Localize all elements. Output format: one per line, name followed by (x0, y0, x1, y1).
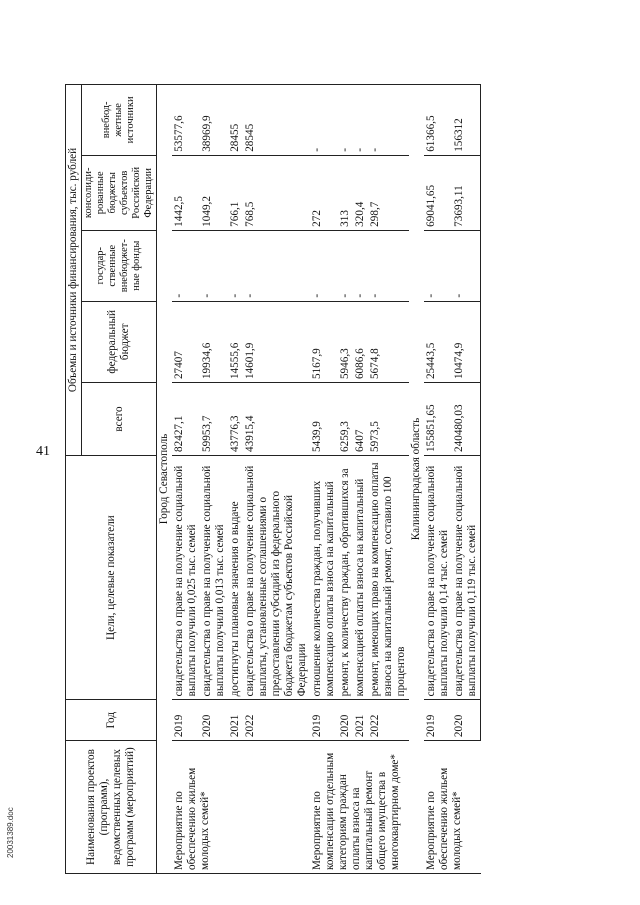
year-cell: 2022 (368, 700, 409, 741)
consolidated-cell: 69041,65 (424, 155, 452, 230)
state-funds-cell: - (243, 230, 310, 301)
indicator-cell: ремонт, имеющих право на компенсацию оплаты взноса на капитальный ремонт, составило 100 процентов (368, 455, 409, 699)
header-state-funds: государ-ственные внебюджет-ные фонды (82, 230, 157, 301)
federal-cell: 10474,9 (452, 301, 481, 382)
federal-cell: 5167,9 (310, 301, 338, 382)
header-extrabudgetary: внебюд-жетные источники (82, 85, 157, 156)
total-cell: 43915,4 (243, 383, 310, 456)
state-funds-cell: - (310, 230, 338, 301)
extrabudgetary-cell: 38969,9 (200, 85, 228, 156)
indicator-cell: ремонт, к количеству граждан, обратившихся за (338, 455, 353, 699)
total-cell: 155851,65 (424, 383, 452, 456)
extrabudgetary-cell: - (368, 85, 409, 156)
federal-cell: 14601,9 (243, 301, 310, 382)
indicator-cell: компенсацией оплаты взноса на капитальный (353, 455, 368, 699)
extrabudgetary-cell: 156312 (452, 85, 481, 156)
year-cell: 2021 (353, 700, 368, 741)
page-number: 41 (36, 444, 50, 459)
year-cell: 2019 (310, 700, 338, 741)
total-cell: 43776,3 (228, 383, 243, 456)
header-federal: федеральный бюджет (82, 301, 157, 382)
region-row (409, 85, 424, 874)
header-consolidated: консолиди-рованные бюджеты субъектов Российской Федерации (82, 155, 157, 230)
document-filename: 20031389.doc (6, 807, 15, 858)
consolidated-cell: 313 (338, 155, 353, 230)
total-cell: 6259,3 (338, 383, 353, 456)
year-cell: 2021 (228, 700, 243, 741)
total-cell: 240480,03 (452, 383, 481, 456)
project-name: Мероприятие по обеспечению жильем молодых семей* (424, 741, 481, 874)
year-cell: 2020 (338, 700, 353, 741)
year-cell: 2019 (424, 700, 452, 741)
consolidated-cell: 1442,5 (172, 155, 200, 230)
table-row (424, 85, 452, 874)
consolidated-cell: 73693,11 (452, 155, 481, 230)
header-year: Год (66, 700, 157, 741)
consolidated-cell: 1049,2 (200, 155, 228, 230)
extrabudgetary-cell: 28455 (228, 85, 243, 156)
indicator-cell: свидетельства о праве на получение социальной выплаты получили 0,013 тыс. семей (200, 455, 228, 699)
table-row (172, 85, 200, 874)
consolidated-cell: 766,1 (228, 155, 243, 230)
consolidated-cell: 320,4 (353, 155, 368, 230)
state-funds-cell: - (228, 230, 243, 301)
consolidated-cell: 298,7 (368, 155, 409, 230)
header-project: Наименования проектов (программ), ведомственных целевых программ (мероприятий) (66, 741, 157, 874)
state-funds-cell: - (424, 230, 452, 301)
total-cell: 5973,5 (368, 383, 409, 456)
state-funds-cell: - (353, 230, 368, 301)
total-cell: 6407 (353, 383, 368, 456)
extrabudgetary-cell: 28545 (243, 85, 310, 156)
federal-cell: 6086,6 (353, 301, 368, 382)
landscape-content (65, 30, 575, 874)
year-cell: 2019 (172, 700, 200, 741)
federal-cell: 25443,5 (424, 301, 452, 382)
extrabudgetary-cell: - (338, 85, 353, 156)
year-cell: 2022 (243, 700, 310, 741)
federal-cell: 5674,8 (368, 301, 409, 382)
extrabudgetary-cell: - (353, 85, 368, 156)
table-row (310, 85, 338, 874)
header-indicators: Цели, целевые показатели (66, 455, 157, 699)
indicator-cell: свидетельства о праве на получение социальной выплаты получили 0,119 тыс. семей (452, 455, 481, 699)
extrabudgetary-cell: 61366,5 (424, 85, 452, 156)
total-cell: 82427,1 (172, 383, 200, 456)
header-funding-group: Объемы и источники финансирования, тыс. рублей (66, 85, 82, 456)
total-cell: 59953,7 (200, 383, 228, 456)
federal-cell: 14555,6 (228, 301, 243, 382)
region-name: Город Севастополь (157, 85, 173, 874)
total-cell: 5439,9 (310, 383, 338, 456)
extrabudgetary-cell: - (310, 85, 338, 156)
federal-cell: 5946,3 (338, 301, 353, 382)
state-funds-cell: - (172, 230, 200, 301)
consolidated-cell: 768,5 (243, 155, 310, 230)
funding-table (65, 84, 481, 874)
state-funds-cell: - (200, 230, 228, 301)
federal-cell: 19934,6 (200, 301, 228, 382)
year-cell: 2020 (452, 700, 481, 741)
year-cell: 2020 (200, 700, 228, 741)
indicator-cell: достигнуты плановые значения о выдаче (228, 455, 243, 699)
extrabudgetary-cell: 53577,6 (172, 85, 200, 156)
indicator-cell: свидетельства о праве на получение социальной выплаты, установленные соглашениями о предоставлении субсидий из федерального бюджета бюджетам субъектов Российской Федерации (243, 455, 310, 699)
consolidated-cell: 272 (310, 155, 338, 230)
state-funds-cell: - (452, 230, 481, 301)
project-name: Мероприятие по обеспечению жильем молодых семей* (172, 741, 310, 874)
region-row (157, 85, 173, 874)
federal-cell: 27407 (172, 301, 200, 382)
indicator-cell: свидетельства о праве на получение социальной выплаты получили 0,14 тыс. семей (424, 455, 452, 699)
project-name: Мероприятие по компенсации отдельным категориям граждан оплаты взноса на капитальный ремонт общего имущества в многоквартирном доме* (310, 741, 409, 874)
indicator-cell: свидетельства о праве на получение социальной выплаты получили 0,025 тыс. семей (172, 455, 200, 699)
state-funds-cell: - (338, 230, 353, 301)
state-funds-cell: - (368, 230, 409, 301)
region-name: Калининградская область (409, 85, 424, 874)
indicator-cell: отношение количества граждан, получивших компенсацию оплаты взноса на капитальный (310, 455, 338, 699)
header-total: всего (82, 383, 157, 456)
